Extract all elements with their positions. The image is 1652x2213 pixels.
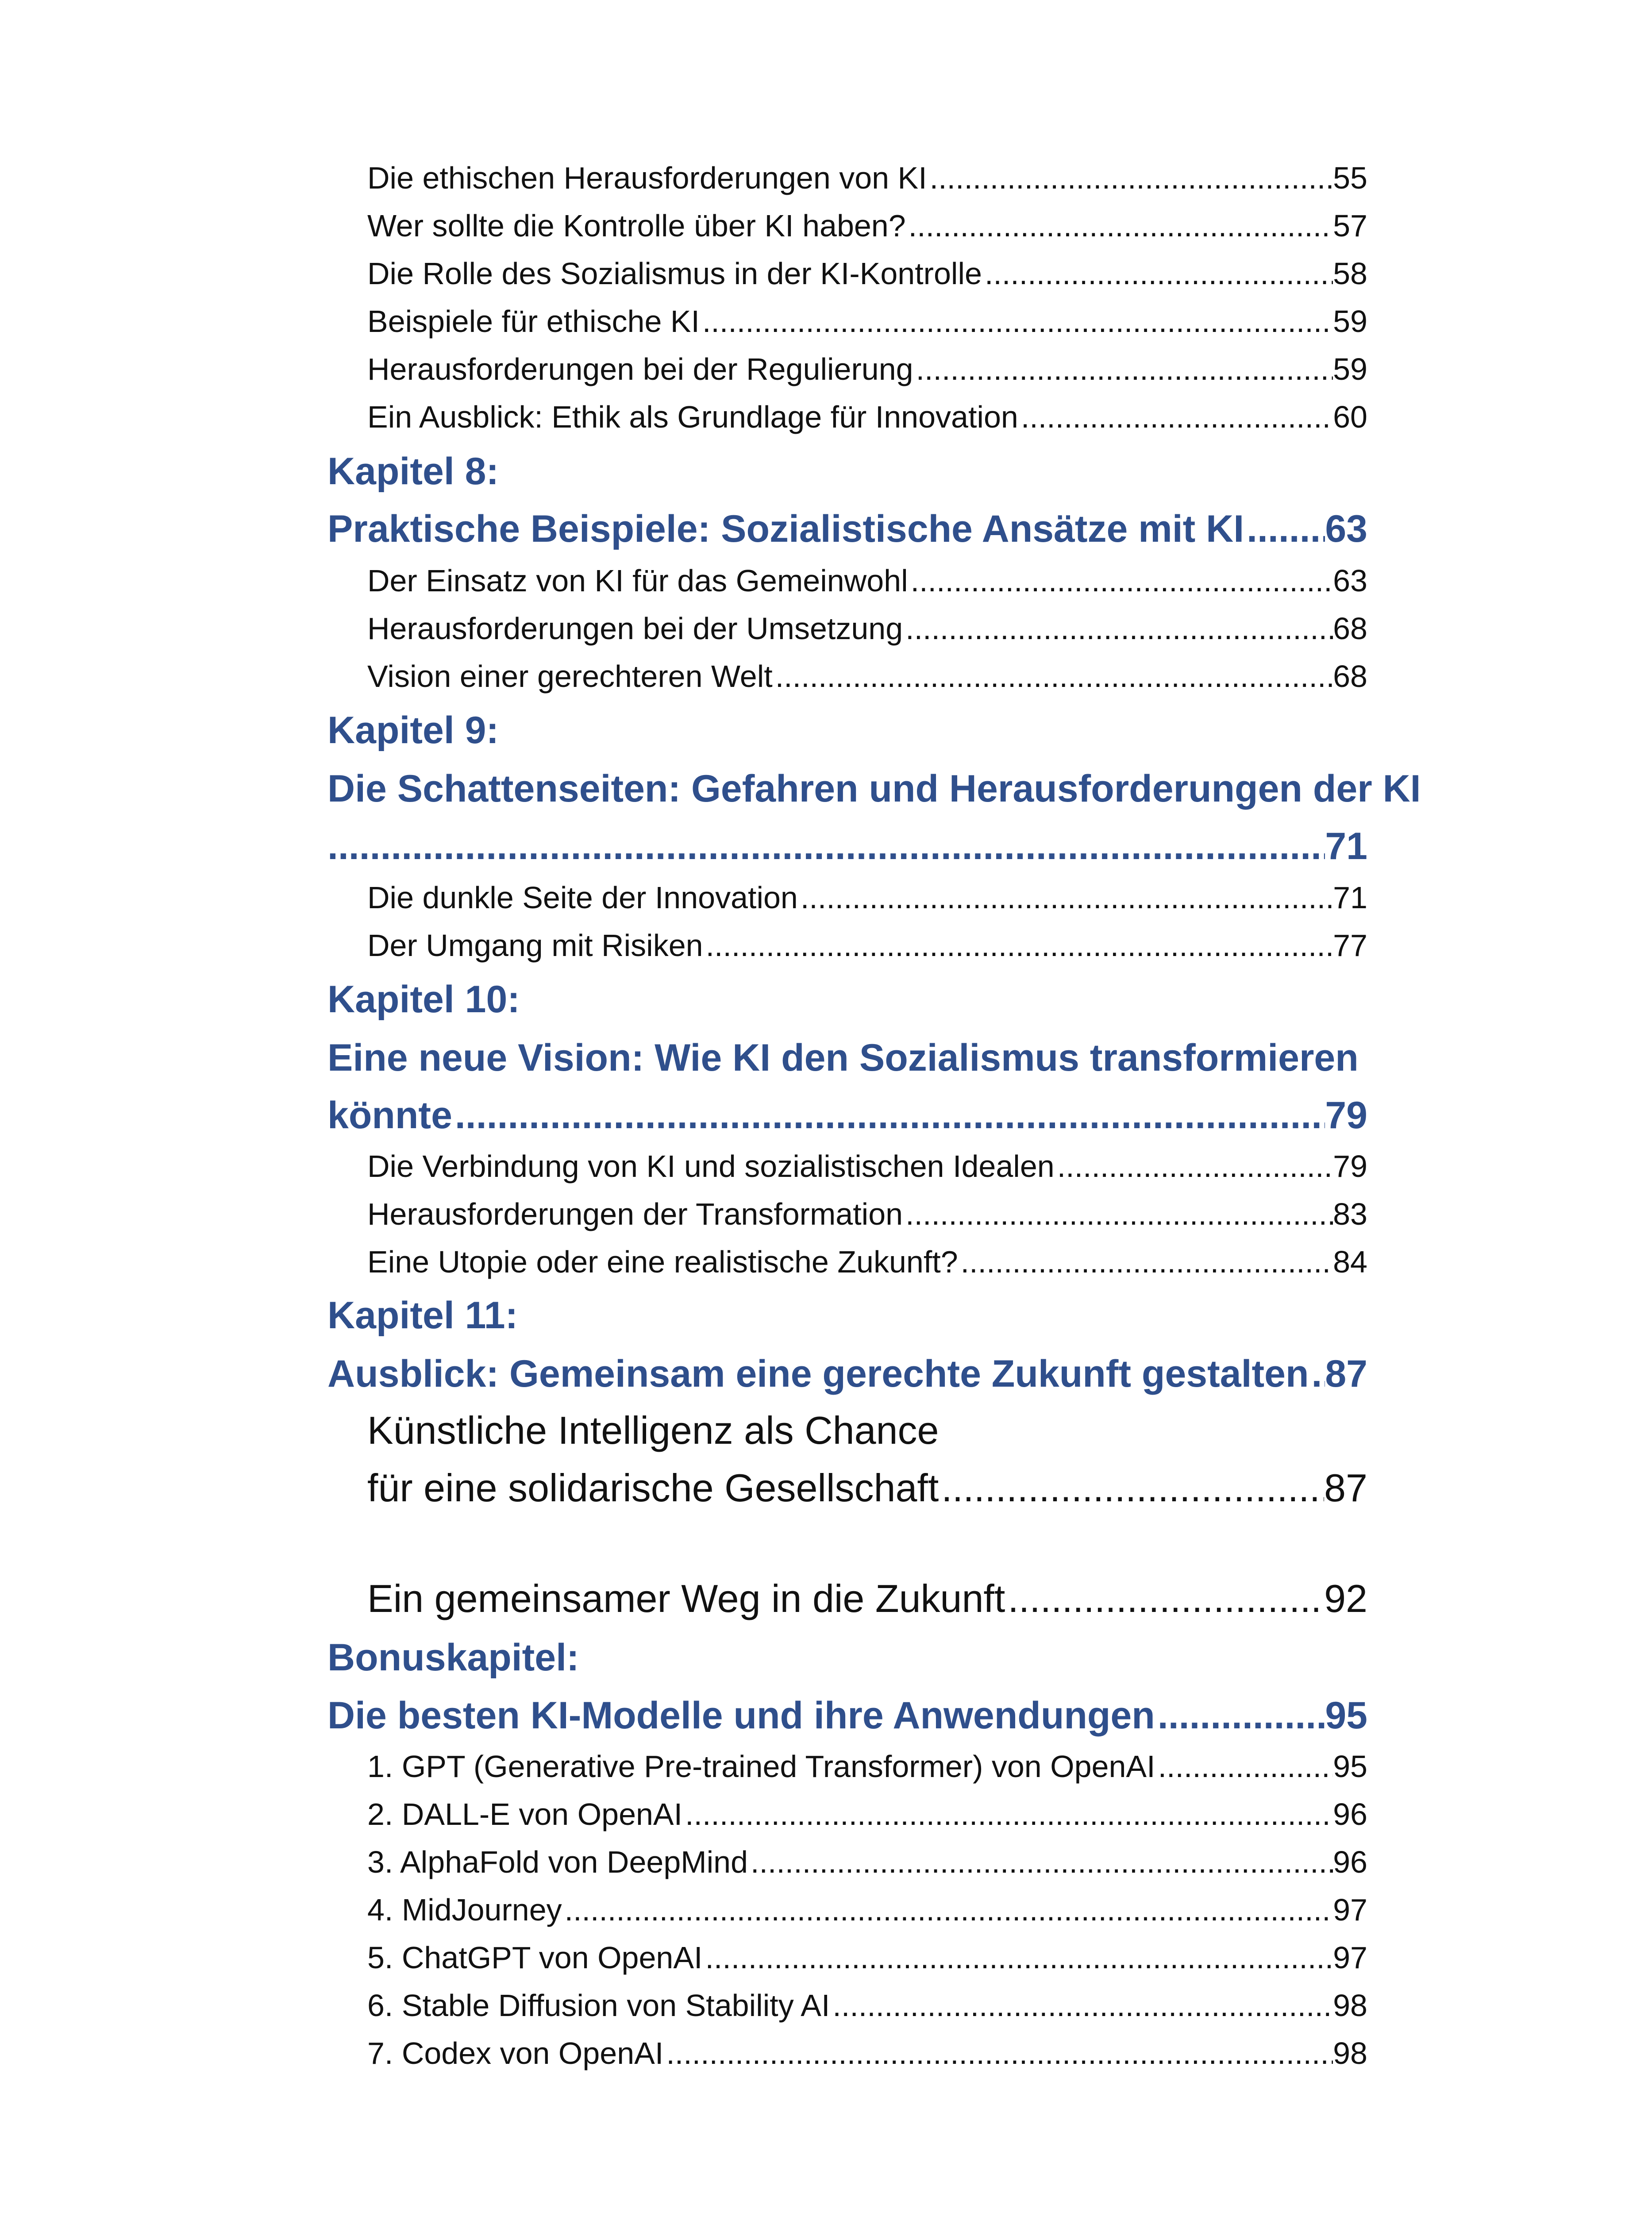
toc-entry-page: 79 — [1333, 1149, 1367, 1184]
toc-entry-title: 2. DALL-E von OpenAI — [367, 1797, 683, 1831]
toc-entry-page: 97 — [1333, 1893, 1367, 1927]
toc-entry-title[interactable]: Künstliche Intelligenz als Chance — [367, 1408, 939, 1452]
toc-entry-page: 98 — [1333, 2036, 1367, 2070]
leader-dots — [705, 1935, 1333, 1980]
leader-dots — [565, 1888, 1333, 1932]
toc-entry-title: Ein Ausblick: Ethik als Grundlage für Innovation — [367, 400, 1018, 434]
toc-entry[interactable] — [367, 559, 1367, 603]
leader-dots — [706, 923, 1333, 968]
toc-entry-page: 59 — [1333, 304, 1367, 339]
chapter-title[interactable]: Eine neue Vision: Wie KI den Sozialismus transformieren — [327, 1037, 1359, 1079]
leader-dots — [1158, 1689, 1325, 1742]
toc-entry[interactable] — [367, 654, 1367, 698]
toc-entry-title: 5. ChatGPT von OpenAI — [367, 1940, 703, 1975]
leader-dots — [911, 559, 1333, 603]
toc-entry-page: 60 — [1333, 400, 1367, 434]
toc-entry-title: Herausforderungen bei der Umsetzung — [367, 611, 903, 646]
leader-dots — [775, 654, 1333, 698]
leader-dots — [905, 606, 1333, 651]
toc-entry[interactable] — [367, 923, 1367, 968]
toc-entry-title: 4. MidJourney — [367, 1893, 562, 1927]
toc-entry-title: Die ethischen Herausforderungen von KI — [367, 161, 927, 195]
leader-dots — [751, 1840, 1333, 1884]
toc-entry[interactable] — [367, 1240, 1367, 1284]
leader-dots — [327, 820, 1325, 873]
leader-dots — [930, 156, 1333, 200]
chapter-entry[interactable] — [327, 1347, 1367, 1400]
chapter-title: Ausblick: Gemeinsam eine gerechte Zukunft gestalten — [327, 1353, 1309, 1395]
toc-entry[interactable] — [367, 1744, 1367, 1789]
toc-entry-page: 71 — [1333, 880, 1367, 915]
toc-entry-title: Die Rolle des Sozialismus in der KI-Kontrolle — [367, 256, 982, 291]
leader-dots — [702, 299, 1333, 343]
toc-entry-title: Ein gemeinsamer Weg in die Zukunft — [367, 1577, 1005, 1620]
toc-entry-title: Die dunkle Seite der Innovation — [367, 880, 798, 915]
leader-dots — [985, 251, 1333, 296]
chapter-label: Kapitel 11: — [327, 1294, 518, 1337]
leader-dots — [1057, 1144, 1333, 1188]
toc-entry-page: 87 — [1324, 1466, 1367, 1510]
chapter-label: Kapitel 8: — [327, 450, 499, 493]
toc-entry-page: 92 — [1324, 1577, 1367, 1620]
chapter-entry[interactable] — [327, 820, 1367, 873]
leader-dots — [1311, 1347, 1325, 1400]
chapter-page: 63 — [1325, 508, 1367, 550]
toc-entry[interactable] — [367, 1144, 1367, 1188]
chapter-title: Praktische Beispiele: Sozialistische Ansätze mit KI — [327, 508, 1244, 550]
toc-entry-title: Vision einer gerechteren Welt — [367, 659, 773, 694]
toc-entry-title: Die Verbindung von KI und sozialistischen Idealen — [367, 1149, 1055, 1184]
toc-entry-page: 63 — [1333, 563, 1367, 598]
toc-entry-title: Der Einsatz von KI für das Gemeinwohl — [367, 563, 908, 598]
leader-dots — [909, 204, 1333, 248]
leader-dots — [961, 1240, 1333, 1284]
toc-entry[interactable] — [367, 1888, 1367, 1932]
chapter-label: Kapitel 9: — [327, 709, 499, 752]
toc-entry-title: 1. GPT (Generative Pre-trained Transformer) von OpenAI — [367, 1749, 1155, 1784]
toc-entry[interactable] — [367, 1192, 1367, 1236]
chapter-entry[interactable] — [327, 1089, 1367, 1142]
toc-entry-page: 96 — [1333, 1845, 1367, 1879]
toc-entry-page: 68 — [1333, 611, 1367, 646]
toc-entry[interactable] — [367, 1572, 1367, 1625]
toc-entry-page: 97 — [1333, 1940, 1367, 1975]
toc-entry[interactable] — [367, 299, 1367, 343]
chapter-page: 95 — [1325, 1694, 1367, 1737]
toc-entry-title: Der Umgang mit Risiken — [367, 928, 703, 963]
chapter-title: Die besten KI-Modelle und ihre Anwendungen — [327, 1694, 1155, 1737]
leader-dots — [455, 1089, 1325, 1142]
toc-entry-page: 83 — [1333, 1197, 1367, 1231]
chapter-entry[interactable] — [327, 502, 1367, 555]
toc-entry[interactable] — [367, 347, 1367, 391]
toc-entry-page: 58 — [1333, 256, 1367, 291]
leader-dots — [666, 2031, 1333, 2075]
chapter-title[interactable]: Die Schattenseiten: Gefahren und Herausforderungen der KI — [327, 767, 1421, 810]
toc-entry-title-continued: für eine solidarische Gesellschaft — [367, 1466, 939, 1510]
toc-entry-page: 59 — [1333, 352, 1367, 386]
toc-entry-title: 3. AlphaFold von DeepMind — [367, 1845, 748, 1879]
toc-entry-title: Herausforderungen der Transformation — [367, 1197, 903, 1231]
toc-entry-title: 7. Codex von OpenAI — [367, 2036, 664, 2070]
leader-dots — [801, 875, 1333, 920]
toc-entry-page: 77 — [1333, 928, 1367, 963]
leader-dots — [1158, 1744, 1333, 1789]
leader-dots — [685, 1792, 1333, 1836]
chapter-title-continued: könnte — [327, 1094, 452, 1137]
toc-entry-title: Beispiele für ethische KI — [367, 304, 700, 339]
toc-entry-page: 96 — [1333, 1797, 1367, 1831]
toc-entry[interactable] — [367, 1840, 1367, 1884]
chapter-page: 79 — [1325, 1094, 1367, 1137]
toc-entry[interactable] — [367, 1935, 1367, 1980]
leader-dots — [1021, 395, 1333, 439]
chapter-page: 87 — [1325, 1353, 1367, 1395]
toc-entry[interactable] — [367, 1983, 1367, 2028]
toc-entry-page: 98 — [1333, 1988, 1367, 2023]
leader-dots — [1247, 502, 1325, 555]
toc-entry[interactable] — [367, 395, 1367, 439]
chapter-label: Bonuskapitel: — [327, 1636, 579, 1679]
toc-entry[interactable] — [367, 1461, 1367, 1515]
toc-entry[interactable] — [367, 251, 1367, 296]
leader-dots — [905, 1192, 1333, 1236]
leader-dots — [832, 1983, 1333, 2028]
toc-entry-title: Wer sollte die Kontrolle über KI haben? — [367, 208, 906, 243]
toc-entry-page: 57 — [1333, 208, 1367, 243]
leader-dots — [941, 1461, 1324, 1515]
toc-entry-title: Eine Utopie oder eine realistische Zukunft? — [367, 1245, 958, 1279]
toc-entry-page: 95 — [1333, 1749, 1367, 1784]
toc-entry-page: 84 — [1333, 1245, 1367, 1279]
toc-entry[interactable] — [367, 606, 1367, 651]
toc-entry-title: Herausforderungen bei der Regulierung — [367, 352, 913, 386]
leader-dots — [916, 347, 1333, 391]
leader-dots — [1008, 1572, 1324, 1625]
toc-entry[interactable] — [367, 204, 1367, 248]
toc-entry[interactable] — [367, 156, 1367, 200]
chapter-entry[interactable] — [327, 1689, 1367, 1742]
toc-entry-page: 55 — [1333, 161, 1367, 195]
toc-entry-page: 68 — [1333, 659, 1367, 694]
toc-entry-title: 6. Stable Diffusion von Stability AI — [367, 1988, 830, 2023]
toc-entry[interactable] — [367, 1792, 1367, 1836]
toc-entry[interactable] — [367, 2031, 1367, 2075]
chapter-page: 71 — [1325, 825, 1367, 867]
toc-entry[interactable] — [367, 875, 1367, 920]
chapter-label: Kapitel 10: — [327, 978, 520, 1021]
